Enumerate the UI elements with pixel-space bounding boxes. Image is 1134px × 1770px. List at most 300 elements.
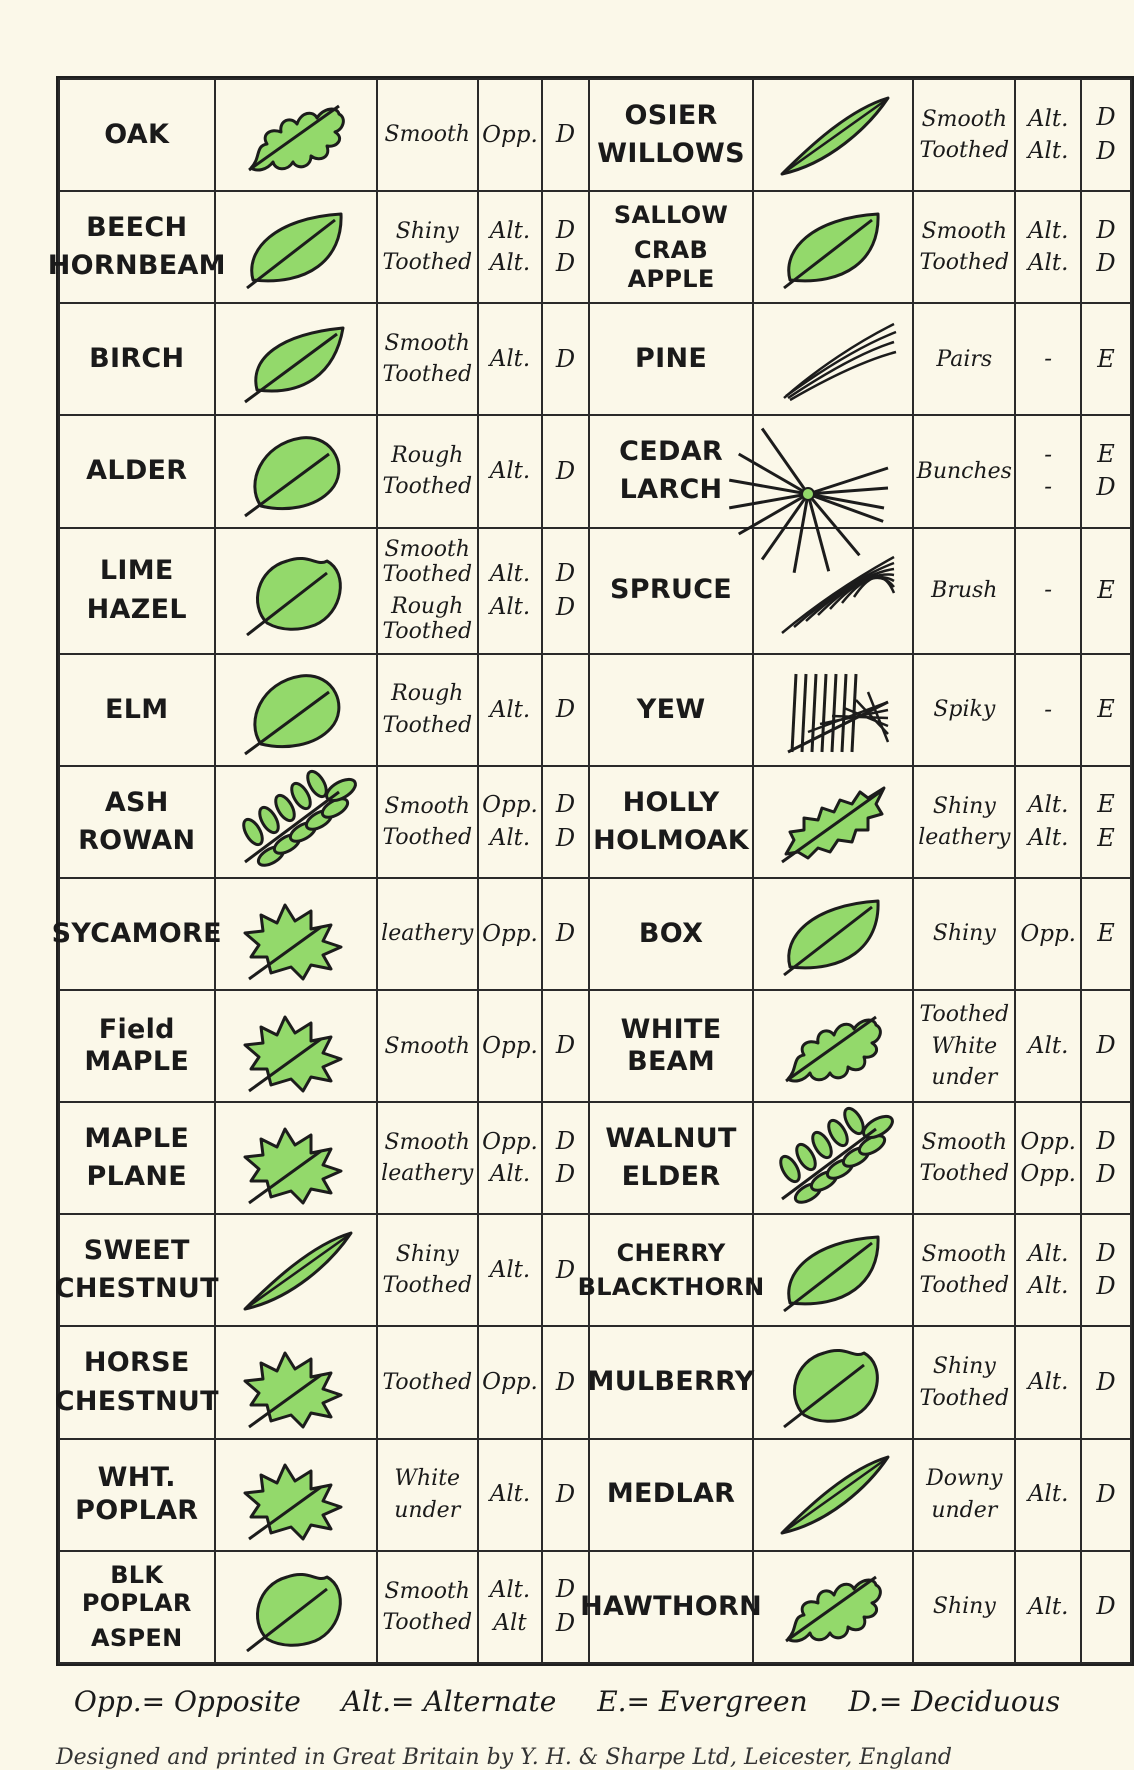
leaf-illustration-cell [753, 191, 913, 303]
leaf-feature: Smooth [921, 1242, 1008, 1268]
tree-name: LARCH [619, 474, 723, 506]
leaf-type-cell [542, 654, 589, 766]
leaf-features-cell [377, 1214, 478, 1326]
leaf-arrangement-cell [1015, 1551, 1081, 1663]
leaf-illustration-cell [753, 79, 913, 191]
leaf-arrangement-cell [1015, 415, 1081, 527]
leaf-type-cell [1081, 1214, 1131, 1326]
leaf-feature: Toothed [919, 1002, 1010, 1028]
tree-name: WALNUT [605, 1122, 737, 1154]
tree-name-cell [589, 766, 753, 878]
leaf-type: D [1096, 1367, 1116, 1396]
leaf-type-cell [1081, 766, 1131, 878]
leaf-features-cell [377, 766, 478, 878]
leaf-arrangement-cell [1015, 1439, 1081, 1551]
leaf-feature: Smooth Toothed [382, 537, 473, 588]
leaf-illustration-cell [215, 654, 377, 766]
tree-name-cell [589, 415, 753, 527]
leaf-features-cell [377, 1326, 478, 1438]
leaf-arrangement: - [1044, 474, 1053, 501]
leaf-type: D [555, 1031, 576, 1060]
leaf-arrangement: Alt. [489, 1481, 531, 1508]
heart-leaf-icon [216, 1559, 376, 1654]
leaf-features-cell [913, 528, 1015, 654]
table-row [59, 79, 1131, 191]
leaf-type: D [555, 592, 576, 621]
leaf-feature: Shiny [932, 1354, 996, 1380]
tree-name: HOLLY [622, 786, 720, 818]
leaf-arrangement: Alt. [1027, 1240, 1069, 1267]
leaf-type: D [555, 1608, 576, 1637]
leaf-features-cell [913, 303, 1015, 415]
tree-name-cell [589, 191, 753, 303]
leaf-illustration-cell [215, 528, 377, 654]
leaf-arrangement-cell [478, 1551, 542, 1663]
table-row [59, 878, 1131, 990]
table-row [59, 654, 1131, 766]
tree-name: SYCAMORE [51, 917, 222, 949]
leaf-type: D [1096, 1238, 1116, 1267]
leaf-arrangement-cell [1015, 878, 1081, 990]
leaf-type: D [555, 1126, 576, 1155]
leaf-type: D [1096, 1272, 1116, 1301]
leaf-type-cell [1081, 990, 1131, 1102]
leaf-arrangement-cell [478, 1102, 542, 1214]
leaf-features-cell [377, 1551, 478, 1663]
leaf-arrangement-cell [478, 191, 542, 303]
tree-name: WHT. POPLAR [75, 1462, 199, 1526]
leaf-type-cell [1081, 303, 1131, 415]
leaf-type: D [555, 344, 576, 373]
leaf-feature: Toothed [382, 1273, 473, 1299]
leaf-type: D [1096, 1479, 1116, 1508]
leaf-type: D [555, 1575, 576, 1604]
leaf-arrangement: Alt. [1027, 1369, 1069, 1396]
leaf-arrangement-cell [1015, 1214, 1081, 1326]
round-leaf-icon [216, 662, 376, 757]
leaf-type: D [1096, 473, 1116, 502]
leaf-features-cell [913, 1551, 1015, 1663]
leaf-arrangement: Opp. [482, 792, 538, 819]
tree-name: ELDER [621, 1161, 721, 1193]
tree-name: ALDER [86, 455, 188, 487]
leaf-feature: Smooth [384, 122, 470, 148]
tree-name: CRAB APPLE [627, 235, 715, 293]
leaf-illustration-cell [753, 990, 913, 1102]
tree-name-cell [47, 191, 226, 303]
leaf-feature: Shiny [932, 1594, 996, 1620]
leaf-arrangement-cell [1015, 303, 1081, 415]
leaf-features-cell [377, 415, 478, 527]
leaf-arrangement: Alt. [1027, 792, 1069, 819]
leaf-features-cell [377, 303, 478, 415]
leaf-identification-table-frame [47, 76, 1134, 1666]
brush-leaf-icon [754, 543, 912, 638]
leaf-feature: Shiny [932, 921, 996, 947]
legend-evergreen: E.= Evergreen [597, 1685, 808, 1718]
leaf-illustration-cell [215, 878, 377, 990]
leaf-arrangement-cell [1015, 1102, 1081, 1214]
leaf-arrangement: Alt. [1027, 105, 1069, 132]
leaf-illustration-cell [215, 1551, 377, 1663]
leaf-arrangement-cell [478, 415, 542, 527]
leaf-illustration-cell [753, 1214, 913, 1326]
leaf-arrangement: - [1044, 696, 1053, 723]
leaf-feature: White [394, 1466, 461, 1492]
lobed-leaf-icon [216, 88, 376, 183]
leaf-arrangement-cell [478, 990, 542, 1102]
leaf-arrangement: Alt. [489, 696, 531, 723]
leaf-features-cell [913, 1214, 1015, 1326]
leaf-arrangement: Alt. [1027, 1481, 1069, 1508]
legend-opposite: Opp.= Opposite [73, 1685, 301, 1718]
leaf-illustration-cell [215, 1326, 377, 1438]
leaf-type: D [555, 790, 576, 819]
leaf-feature: White [931, 1033, 998, 1059]
leaf-features-cell [913, 1102, 1015, 1214]
leaf-features-cell [913, 766, 1015, 878]
leaf-feature: Downy [926, 1466, 1003, 1492]
tree-name-cell [589, 1326, 753, 1438]
leaf-type-cell [1081, 191, 1131, 303]
needles-pair-leaf-icon [754, 312, 912, 407]
leaf-illustration-cell [215, 990, 377, 1102]
tree-name-cell [589, 528, 753, 654]
leaf-arrangement-cell [478, 878, 542, 990]
leaf-arrangement: Opp. [1020, 920, 1076, 947]
tree-name-cell [59, 79, 215, 191]
leaf-arrangement-cell [478, 1214, 542, 1326]
table-row [59, 766, 1131, 878]
leaf-feature: Brush [931, 577, 998, 603]
leaf-type: E [1097, 344, 1115, 373]
lobed-leaf-icon [754, 1559, 912, 1654]
tree-name: YEW [636, 693, 706, 725]
tree-name: OSIER [624, 99, 718, 131]
leaf-features-cell [913, 654, 1015, 766]
leaf-features-cell [913, 878, 1015, 990]
leaf-type-cell [542, 303, 589, 415]
leaf-features-cell [377, 79, 478, 191]
leaf-arrangement-cell [1015, 1326, 1081, 1438]
tree-name: SPRUCE [610, 574, 733, 606]
tree-name: BEECH [86, 211, 188, 243]
leaf-feature: Toothed [382, 1609, 473, 1635]
tree-name: BOX [638, 917, 704, 949]
leaf-features-cell [913, 79, 1015, 191]
leaf-illustration-cell [215, 191, 377, 303]
tree-name-cell [589, 878, 753, 990]
leaf-illustration-cell [753, 1326, 913, 1438]
tree-name-cell [580, 1551, 762, 1663]
heart-leaf-icon [216, 543, 376, 638]
leaf-illustration-cell [753, 654, 913, 766]
leaf-feature: Smooth [384, 1578, 470, 1604]
leaf-illustration-cell [753, 766, 913, 878]
leaf-feature: Rough Toothed [382, 593, 473, 644]
tree-name: CHESTNUT [54, 1273, 219, 1305]
leaf-type: D [555, 694, 576, 723]
leaf-arrangement-cell [478, 79, 542, 191]
leaf-arrangement-cell [478, 654, 542, 766]
round-leaf-icon [216, 424, 376, 519]
tree-name-cell [51, 878, 222, 990]
tree-name: ROWAN [78, 824, 196, 856]
leaf-feature: Shiny [395, 1242, 459, 1268]
leaf-type: D [555, 1160, 576, 1189]
tree-name-cell [59, 1551, 215, 1663]
leaf-type-cell [1081, 1439, 1131, 1551]
leaf-arrangement: Alt. [1027, 824, 1069, 851]
leaf-arrangement-cell [478, 1439, 542, 1551]
leaf-arrangement: Alt. [489, 593, 531, 620]
leaf-type-cell [1081, 1102, 1131, 1214]
tree-name: CHESTNUT [54, 1385, 219, 1417]
leaf-type-cell [542, 1102, 589, 1214]
comb-leaf-icon [754, 662, 912, 757]
leaf-type-cell [1081, 1551, 1131, 1663]
tree-name: HOLMOAK [593, 824, 749, 856]
publisher-credit: Designed and printed in Great Britain by Y. H. & Sharpe Ltd, Leicester, England [56, 1745, 952, 1770]
leaf-arrangement-cell [478, 1326, 542, 1438]
tree-name-cell [54, 1326, 219, 1438]
leaf-arrangement-cell [1015, 990, 1081, 1102]
leaf-features-cell [913, 1326, 1015, 1438]
narrow-leaf-icon [754, 1447, 912, 1542]
table-row [59, 1102, 1131, 1214]
leaf-arrangement: Opp. [482, 920, 538, 947]
abbreviation-legend [0, 1685, 1134, 1718]
leaf-type-cell [542, 1326, 589, 1438]
leaf-feature: Smooth [921, 106, 1008, 132]
tree-name-cell [589, 79, 753, 191]
leaf-illustration-cell [753, 878, 913, 990]
leaf-type: D [555, 1367, 576, 1396]
table-row [59, 990, 1131, 1102]
leaf-feature: Spiky [933, 697, 996, 723]
leaf-illustration-cell [753, 1551, 913, 1663]
spiky-leaf-icon [754, 774, 912, 869]
leaf-arrangement-cell [1015, 191, 1081, 303]
leaf-arrangement: Alt. [1027, 1593, 1069, 1620]
tree-name-cell [59, 1439, 215, 1551]
leaf-feature: Pairs [936, 346, 993, 372]
ovate-leaf-icon [216, 312, 376, 407]
tree-name: LIME [99, 555, 174, 587]
leaf-features-cell [377, 990, 478, 1102]
leaf-feature: Rough [391, 681, 464, 707]
leaf-type: D [555, 1255, 576, 1284]
leaf-feature: Toothed [919, 138, 1010, 164]
leaf-illustration-cell [753, 303, 913, 415]
leaf-type: D [1096, 1031, 1116, 1060]
leaf-feature: leathery [918, 824, 1011, 850]
table-row [59, 1214, 1131, 1326]
tree-name: BLACKTHORN [577, 1273, 765, 1302]
table-row [59, 528, 1131, 654]
leaf-illustration-cell [753, 1102, 913, 1214]
tree-name-cell [589, 303, 753, 415]
leaf-arrangement-cell [1015, 654, 1081, 766]
leaf-illustration-cell [753, 528, 913, 654]
table-row [59, 1326, 1131, 1438]
leaf-arrangement: Alt. [489, 217, 531, 244]
leaf-features-cell [377, 878, 478, 990]
leaf-feature: Toothed [382, 712, 473, 738]
leaf-arrangement: Alt. [1027, 1273, 1069, 1300]
tree-name-cell [54, 1214, 219, 1326]
leaf-type: E [1097, 790, 1115, 819]
leaf-illustration-cell [215, 766, 377, 878]
narrow-leaf-icon [754, 88, 912, 183]
leaf-type: D [1096, 1160, 1116, 1189]
tree-name: SWEET [83, 1235, 190, 1267]
leaf-illustration-cell [753, 415, 913, 527]
leaf-type: D [1096, 215, 1116, 244]
leaf-arrangement-cell [1015, 766, 1081, 878]
leaf-arrangement: Alt. [489, 1161, 531, 1188]
tree-name-cell [59, 415, 215, 527]
tree-name: PINE [635, 343, 708, 375]
leaf-feature: Smooth [921, 1129, 1008, 1155]
leaf-feature: Bunches [916, 458, 1012, 484]
leaf-illustration-cell [215, 1102, 377, 1214]
leaf-type: E [1097, 694, 1115, 723]
leaf-type-cell [1081, 528, 1131, 654]
tree-name: MULBERRY [587, 1366, 755, 1398]
leaf-arrangement: Opp. [1020, 1161, 1076, 1188]
leaf-features-cell [377, 1439, 478, 1551]
leaf-type-cell [542, 766, 589, 878]
tree-name-cell [577, 1214, 765, 1326]
leaf-arrangement: Alt. [1027, 1032, 1069, 1059]
tree-name-cell [59, 654, 215, 766]
leaf-feature: Toothed [919, 1385, 1010, 1411]
leaf-feature: Toothed [382, 824, 473, 850]
tree-name: WHITE BEAM [620, 1013, 722, 1078]
tree-name: Field MAPLE [84, 1013, 190, 1078]
palmate-leaf-icon [216, 887, 376, 982]
tree-name: MAPLE [84, 1122, 190, 1154]
oval-leaf-icon [216, 200, 376, 295]
tree-name-cell [589, 1439, 753, 1551]
tree-name: SALLOW [613, 200, 729, 229]
leaf-type-cell [1081, 415, 1131, 527]
leaf-type: D [1096, 249, 1116, 278]
leaf-type-cell [542, 415, 589, 527]
pinnate-leaf-icon [754, 1111, 912, 1206]
table-row [59, 303, 1131, 415]
palmate-leaf-icon [216, 999, 376, 1094]
leaf-feature: Smooth [384, 1033, 470, 1059]
leaf-features-cell [913, 415, 1015, 527]
oval-leaf-icon [754, 887, 912, 982]
tree-name: ASPEN [91, 1624, 183, 1653]
leaf-arrangement-cell [1015, 528, 1081, 654]
legend-deciduous: D.= Deciduous [848, 1685, 1061, 1718]
leaf-type-cell [542, 990, 589, 1102]
palmate-leaf-icon [216, 1335, 376, 1430]
leaf-type-cell [1081, 79, 1131, 191]
leaf-arrangement: Alt. [489, 824, 531, 851]
tree-name: ASH [104, 786, 169, 818]
tree-name: HORNBEAM [47, 250, 226, 282]
table-row [59, 191, 1131, 303]
tree-name-cell [59, 303, 215, 415]
leaf-features-cell [913, 191, 1015, 303]
leaf-type-cell [542, 1439, 589, 1551]
oval-leaf-icon [754, 1223, 912, 1318]
leaf-type: E [1097, 919, 1115, 948]
leaf-type-cell [542, 528, 589, 654]
tree-name: ELM [105, 693, 169, 725]
leaf-illustration-cell [215, 415, 377, 527]
leaf-type: D [555, 919, 576, 948]
leaf-features-cell [377, 1102, 478, 1214]
tree-name: PLANE [86, 1161, 187, 1193]
leaf-feature: Toothed [382, 362, 473, 388]
table-row [59, 1551, 1131, 1663]
leaf-type-cell [542, 878, 589, 990]
heart-leaf-icon [754, 1335, 912, 1430]
tree-name: HAZEL [86, 593, 187, 625]
leaf-feature: Smooth [384, 1129, 470, 1155]
leaf-type-cell [1081, 1326, 1131, 1438]
leaf-features-cell [377, 528, 478, 654]
leaf-type: D [555, 559, 576, 588]
palmate-leaf-icon [216, 1111, 376, 1206]
leaf-type: D [1096, 137, 1116, 166]
leaf-feature: Toothed [919, 1273, 1010, 1299]
tree-name-cell [59, 766, 215, 878]
narrow-leaf-icon [216, 1223, 376, 1318]
leaf-arrangement: - [1044, 577, 1053, 604]
leaf-type-cell [542, 191, 589, 303]
leaf-features-cell [377, 191, 478, 303]
leaf-features-cell [913, 1439, 1015, 1551]
leaf-type-cell [542, 1214, 589, 1326]
leaf-feature: under [931, 1064, 998, 1090]
leaf-type: D [1096, 103, 1116, 132]
leaf-arrangement: Opp. [482, 1032, 538, 1059]
leaf-arrangement: Opp. [1020, 1128, 1076, 1155]
leaf-arrangement: - [1044, 442, 1053, 468]
leaf-arrangement: Alt. [1027, 250, 1069, 277]
tree-name-cell [589, 654, 753, 766]
tree-name: CEDAR [619, 436, 723, 468]
leaf-type: E [1097, 575, 1115, 604]
tree-name: BLK POPLAR [81, 1560, 192, 1618]
leaf-type: D [555, 120, 576, 149]
leaf-feature: under [394, 1497, 461, 1523]
leaf-arrangement: Alt. [489, 1577, 531, 1604]
leaf-illustration-cell [753, 1439, 913, 1551]
leaf-arrangement: Alt. [489, 1257, 531, 1284]
leaf-type-cell [1081, 654, 1131, 766]
leaf-feature: Shiny [395, 218, 459, 244]
leaf-arrangement: Alt. [489, 346, 531, 373]
tree-name-cell [589, 1102, 753, 1214]
leaf-type: D [555, 823, 576, 852]
oval-leaf-icon [754, 200, 912, 295]
leaf-type: E [1097, 439, 1115, 468]
leaf-feature: Toothed [382, 250, 473, 276]
leaf-arrangement: Alt. [489, 561, 531, 588]
leaf-identification-table [47, 78, 1132, 1664]
leaf-feature: Shiny [932, 793, 996, 819]
leaf-arrangement: Alt. [489, 250, 531, 277]
leaf-type: D [1096, 1592, 1116, 1621]
